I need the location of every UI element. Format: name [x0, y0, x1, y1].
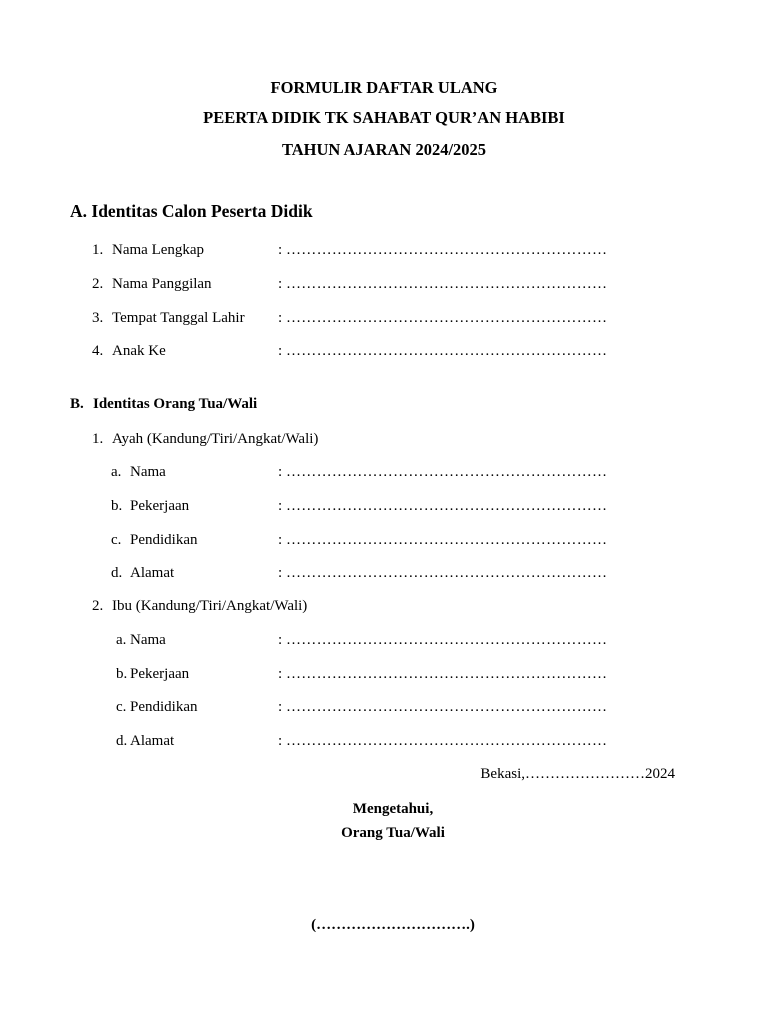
field-tempat-tanggal-lahir — [0, 308, 768, 328]
field-label: Pendidikan — [130, 699, 198, 715]
field-colon: : — [278, 632, 283, 648]
field-colon: : — [278, 666, 283, 682]
field-number: 3. — [92, 310, 104, 326]
field-label: Nama — [130, 464, 166, 480]
field-letter: a. — [116, 632, 127, 648]
field-number: 1. — [92, 242, 104, 258]
field-label: Nama Panggilan — [112, 276, 212, 292]
section-title: Identitas Orang Tua/Wali — [93, 396, 258, 412]
fill-in-blank[interactable]: ……………………………………………………… — [286, 498, 608, 514]
academic-year: TAHUN AJARAN 2024/2025 — [281, 140, 487, 159]
mother-field-nama — [0, 630, 768, 650]
field-label: Pekerjaan — [130, 666, 190, 682]
subheading-label: Ayah (Kandung/Tiri/Angkat/Wali) — [112, 431, 319, 447]
field-letter: d. — [111, 565, 123, 581]
fill-in-blank[interactable]: ……………………………………………………… — [286, 242, 608, 258]
fill-in-blank[interactable]: ……………………………………………………… — [286, 532, 608, 548]
field-number: 2. — [92, 276, 104, 292]
section-letter: B. — [70, 396, 84, 412]
mother-field-alamat — [0, 731, 768, 751]
fill-in-blank[interactable]: ……………………………………………………… — [286, 632, 608, 648]
field-letter: a. — [111, 464, 122, 480]
field-label: Tempat Tanggal Lahir — [112, 310, 245, 326]
mother-field-pekerjaan — [0, 664, 768, 684]
field-colon: : — [278, 464, 283, 480]
field-colon: : — [278, 310, 283, 326]
field-label: Alamat — [130, 733, 175, 749]
field-label: Anak Ke — [112, 343, 166, 359]
field-label: Nama Lengkap — [112, 242, 205, 258]
field-label: Alamat — [130, 565, 175, 581]
school-name: PEERTA DIDIK TK SAHABAT QUR’AN HABIBI — [203, 108, 565, 127]
field-anak-ke — [0, 341, 768, 361]
father-field-nama — [0, 462, 768, 482]
father-field-alamat — [0, 563, 768, 583]
fill-in-blank[interactable]: ……………………………………………………… — [286, 464, 608, 480]
field-colon: : — [278, 565, 283, 581]
field-nama-lengkap — [0, 240, 768, 260]
father-field-pendidikan — [0, 530, 768, 550]
fill-in-blank[interactable]: ……………………………………………………… — [286, 666, 608, 682]
subheading-label: Ibu (Kandung/Tiri/Angkat/Wali) — [112, 598, 308, 614]
place-date-line[interactable]: Bekasi,……………………2024 — [480, 766, 675, 782]
fill-in-blank[interactable]: ……………………………………………………… — [286, 699, 608, 715]
fill-in-blank[interactable]: ……………………………………………………… — [286, 565, 608, 581]
fill-in-blank[interactable]: ……………………………………………………… — [286, 733, 608, 749]
signer-role: Orang Tua/Wali — [341, 825, 445, 841]
field-label: Nama — [130, 632, 166, 648]
field-colon: : — [278, 276, 283, 292]
field-colon: : — [278, 498, 283, 514]
field-label: Pendidikan — [130, 532, 198, 548]
field-colon: : — [278, 343, 283, 359]
section-a-heading: A. Identitas Calon Peserta Didik — [70, 201, 313, 221]
subheading-number: 2. — [92, 598, 104, 614]
field-colon: : — [278, 699, 283, 715]
field-letter: d. — [116, 733, 128, 749]
field-letter: b. — [116, 666, 128, 682]
field-letter: b. — [111, 498, 123, 514]
father-field-pekerjaan — [0, 496, 768, 516]
subheading-number: 1. — [92, 431, 104, 447]
field-label: Pekerjaan — [130, 498, 190, 514]
field-number: 4. — [92, 343, 104, 359]
fill-in-blank[interactable]: ……………………………………………………… — [286, 310, 608, 326]
field-nama-panggilan — [0, 274, 768, 294]
field-colon: : — [278, 242, 283, 258]
signature-blank[interactable]: (………………………….) — [311, 917, 475, 933]
field-letter: c. — [111, 532, 122, 548]
fill-in-blank[interactable]: ……………………………………………………… — [286, 343, 608, 359]
acknowledged-label: Mengetahui, — [352, 801, 434, 817]
section-b-heading — [70, 394, 257, 414]
field-colon: : — [278, 532, 283, 548]
field-colon: : — [278, 733, 283, 749]
fill-in-blank[interactable]: ……………………………………………………… — [286, 276, 608, 292]
form-title: FORMULIR DAFTAR ULANG — [270, 78, 498, 97]
mother-field-pendidikan — [0, 697, 768, 717]
field-letter: c. — [116, 699, 127, 715]
